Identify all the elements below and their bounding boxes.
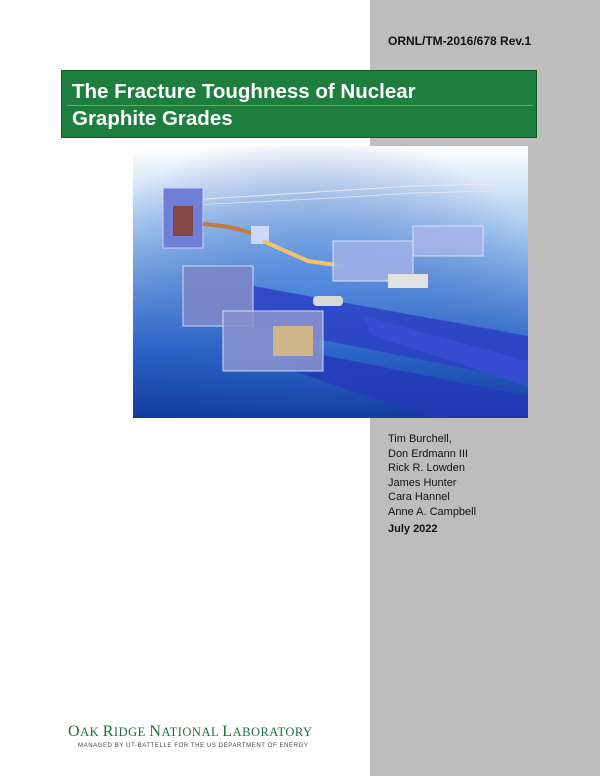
author-4: James Hunter	[388, 476, 457, 489]
report-date: July 2022	[388, 523, 438, 535]
title-banner	[61, 70, 537, 138]
logo-subtitle: MANAGED BY UT-BATTELLE FOR THE US DEPARTMENT OF ENERGY	[78, 743, 309, 749]
logo-name: OAK RIDGE NATIONAL LABORATORY	[68, 723, 313, 740]
author-5: Cara Hannel	[388, 491, 450, 503]
ornl-logo	[68, 723, 313, 749]
author-6: Anne A. Campbell	[388, 505, 477, 518]
author-2: Don Erdmann III	[388, 447, 469, 460]
author-3: Rick R. Lowden	[388, 462, 466, 474]
report-number: ORNL/TM-2016/678 Rev.1	[388, 34, 532, 48]
author-list	[388, 432, 476, 519]
nuclear-plant-illustration	[133, 146, 528, 418]
cover-illustration	[133, 146, 528, 418]
author-1: Tim Burchell,	[388, 433, 452, 445]
title-line-1: The Fracture Toughness of Nuclear	[72, 80, 416, 103]
report-title	[72, 78, 416, 132]
title-line-2: Graphite Grades	[72, 107, 233, 130]
